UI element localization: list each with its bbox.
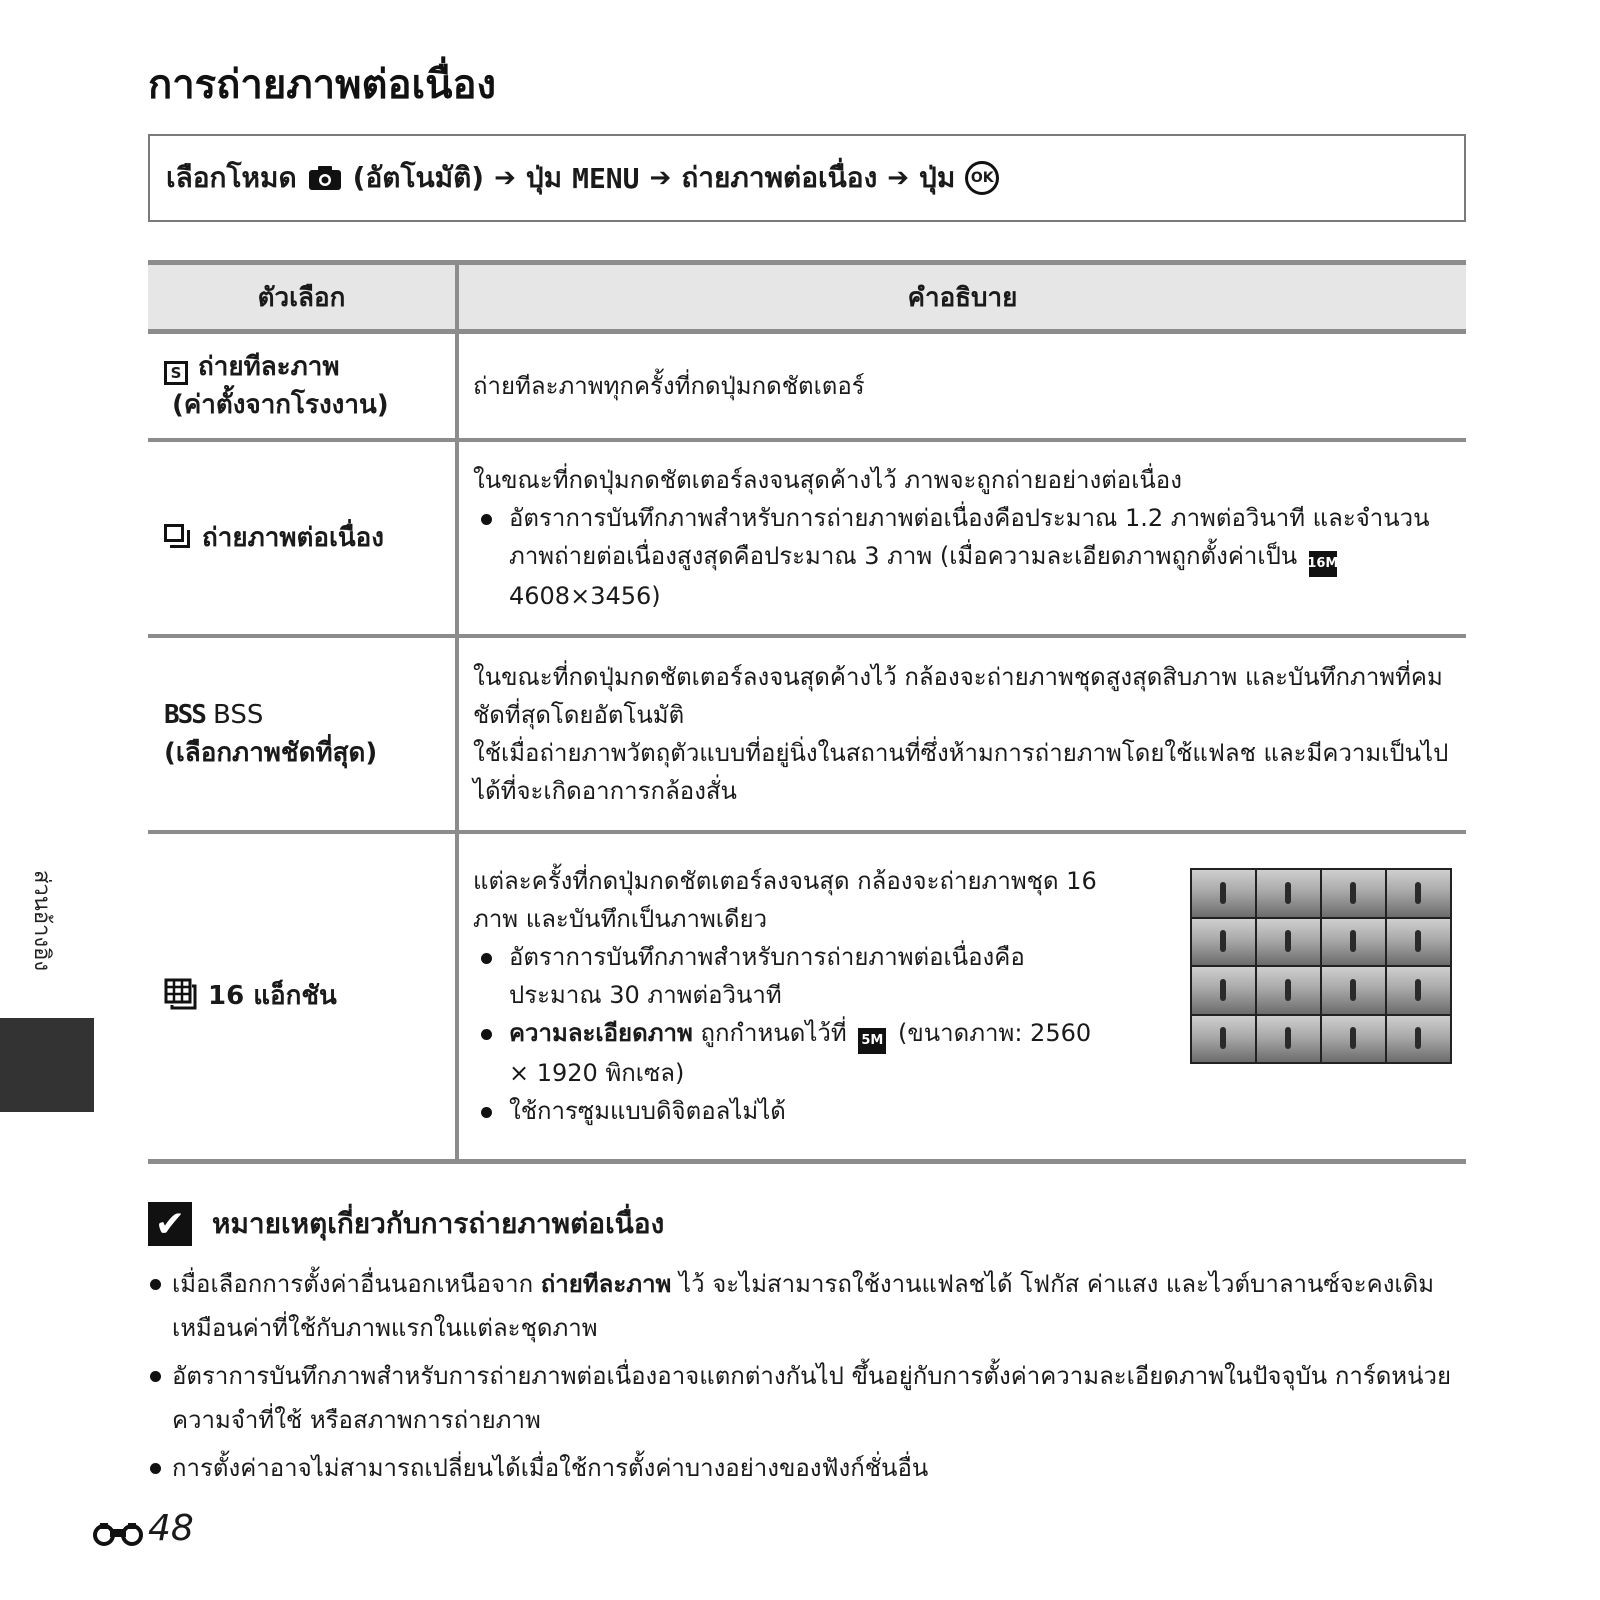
- header-option: ตัวเลือก: [148, 263, 457, 332]
- continuous-bullet-size: 4608×3456): [509, 581, 661, 610]
- option-bss-description: [457, 636, 1466, 832]
- option-multi16: [148, 832, 457, 1162]
- multi16-bullet-1: อัตราการบันทึกภาพสำหรับการถ่ายภาพต่อเนื่องคือประมาณ 30 ภาพต่อวินาที: [473, 938, 1113, 1014]
- side-section-label: ส่วนอ้างอิง: [29, 870, 54, 972]
- option-continuous-label: ถ่ายภาพต่อเนื่อง: [202, 522, 384, 553]
- menu-item-name: ถ่ายภาพต่อเนื่อง: [681, 161, 878, 194]
- page-number: [92, 1508, 194, 1549]
- page-number-value: 48: [148, 1508, 194, 1549]
- arrow-right-icon: ➔: [887, 163, 910, 193]
- reference-section-icon: [92, 1515, 144, 1543]
- page-title: การถ่ายภาพต่อเนื่อง: [148, 62, 497, 108]
- multi16-bullet-2: [473, 1014, 1113, 1092]
- multi16-bullet-3: ใช้การซูมแบบดิจิตอลไม่ได้: [473, 1092, 1113, 1130]
- note-item-1: [148, 1262, 1468, 1350]
- table-header-row: [148, 263, 1466, 332]
- button-label: ปุ่ม: [525, 161, 563, 194]
- check-note-icon: ✔: [148, 1202, 192, 1246]
- bss-icon: BSS: [164, 699, 205, 730]
- image-size-5m-icon: 5M: [858, 1028, 886, 1054]
- ok-button-icon: OK: [965, 161, 999, 195]
- continuous-bullet-text: อัตราการบันทึกภาพสำหรับการถ่ายภาพต่อเนื่องคือประมาณ 1.2 ภาพต่อวินาที และจำนวนภาพถ่ายต่อเนื่องสูงสุดคือประมาณ 3 ภาพ (เมื่อความละเอียดภาพถูกตั้งค่าเป็น: [509, 503, 1430, 570]
- option-multi16-description: [457, 832, 1466, 1162]
- arrow-right-icon: ➔: [649, 163, 672, 193]
- option-single-label: ถ่ายทีละภาพ: [198, 351, 340, 382]
- table-row: [148, 636, 1466, 832]
- notes-heading-text: หมายเหตุเกี่ยวกับการถ่ายภาพต่อเนื่อง: [212, 1207, 665, 1240]
- option-bss: [148, 636, 457, 832]
- option-continuous: [148, 440, 457, 636]
- continuous-shot-icon: [164, 524, 192, 550]
- mode-name: (อัตโนมัติ): [352, 161, 485, 194]
- option-single-description: ถ่ายทีละภาพทุกครั้งที่กดปุ่มกดชัตเตอร์: [457, 332, 1466, 440]
- bss-para-1: ในขณะที่กดปุ่มกดชัตเตอร์ลงจนสุดค้างไว้ กล้องจะถ่ายภาพชุดสูงสุดสิบภาพ และบันทึกภาพที่คมชัดที่สุดโดยอัตโนมัติ: [473, 662, 1443, 729]
- menu-path-box: [148, 134, 1466, 222]
- option-single-sublabel: (ค่าตั้งจากโรงงาน): [172, 389, 389, 420]
- option-single: [148, 332, 457, 440]
- continuous-bullet: [473, 499, 1452, 615]
- multi-shot-16-icon: [164, 978, 198, 1010]
- note-item-3: การตั้งค่าอาจไม่สามารถเปลี่ยนได้เมื่อใช้การตั้งค่าบางอย่างของฟังก์ชั่นอื่น: [148, 1446, 1468, 1490]
- multi16-bullet-2-bold: ความละเอียดภาพ: [509, 1019, 693, 1048]
- arrow-right-icon: ➔: [494, 163, 516, 193]
- option-bss-sublabel: (เลือกภาพชัดที่สุด): [164, 737, 378, 768]
- multi16-bullet-2-post: (ขนาดภาพ: 2560 × 1920 พิกเซล): [509, 1019, 1092, 1088]
- menu-button-label: MENU: [572, 161, 640, 195]
- table-row: [148, 440, 1466, 636]
- notes-list: [148, 1262, 1468, 1494]
- option-multi16-label: 16 แอ็กชัน: [208, 981, 337, 1012]
- bss-para-2: ใช้เมื่อถ่ายภาพวัตถุตัวแบบที่อยู่นิ่งในสถานที่ซึ่งห้ามการถ่ายภาพโดยใช้แฟลช และมีความเป็นไปได้ที่จะเกิดอาการกล้องสั่น: [473, 738, 1449, 805]
- note-1-bold: ถ่ายทีละภาพ: [540, 1270, 672, 1298]
- select-mode-text: เลือกโหมด: [166, 161, 297, 194]
- note-1-pre: เมื่อเลือกการตั้งค่าอื่นนอกเหนือจาก: [172, 1270, 534, 1298]
- note-item-2: อัตราการบันทึกภาพสำหรับการถ่ายภาพต่อเนื่องอาจแตกต่างกันไป ขึ้นอยู่กับการตั้งค่าความละเอียดภาพในปัจจุบัน การ์ดหน่วยความจำที่ใช้ หรือสภาพการถ่ายภาพ: [148, 1354, 1468, 1442]
- option-bss-label: BSS: [212, 699, 264, 730]
- options-table: [148, 260, 1466, 1164]
- continuous-intro: ในขณะที่กดปุ่มกดชัตเตอร์ลงจนสุดค้างไว้ ภาพจะถูกถ่ายอย่างต่อเนื่อง: [473, 465, 1182, 494]
- side-section-tab: [0, 1018, 94, 1112]
- button-label-2: ปุ่ม: [919, 161, 956, 194]
- single-shot-icon: S: [164, 361, 188, 385]
- image-size-16m-icon: 16M: [1309, 551, 1337, 577]
- multi16-intro: แต่ละครั้งที่กดปุ่มกดชัตเตอร์ลงจนสุด กล้องจะถ่ายภาพชุด 16 ภาพ และบันทึกเป็นภาพเดียว: [473, 867, 1097, 934]
- option-continuous-description: [457, 440, 1466, 636]
- note-1-post: ไว้ จะไม่สามารถใช้งานแฟลชได้ โฟกัส ค่าแสง และไวต์บาลานซ์จะคงเดิมเหมือนค่าที่ใช้กับภาพแรกในแต่ละชุดภาพ: [172, 1270, 1435, 1342]
- header-description: คำอธิบาย: [457, 263, 1466, 332]
- multi-shot-sample-image: [1190, 868, 1452, 1064]
- multi16-bullet-2-mid: ถูกกำหนดไว้ที่: [700, 1019, 847, 1048]
- table-row: [148, 332, 1466, 440]
- camera-auto-icon: [307, 164, 343, 192]
- table-row: [148, 832, 1466, 1162]
- notes-heading: [148, 1202, 664, 1246]
